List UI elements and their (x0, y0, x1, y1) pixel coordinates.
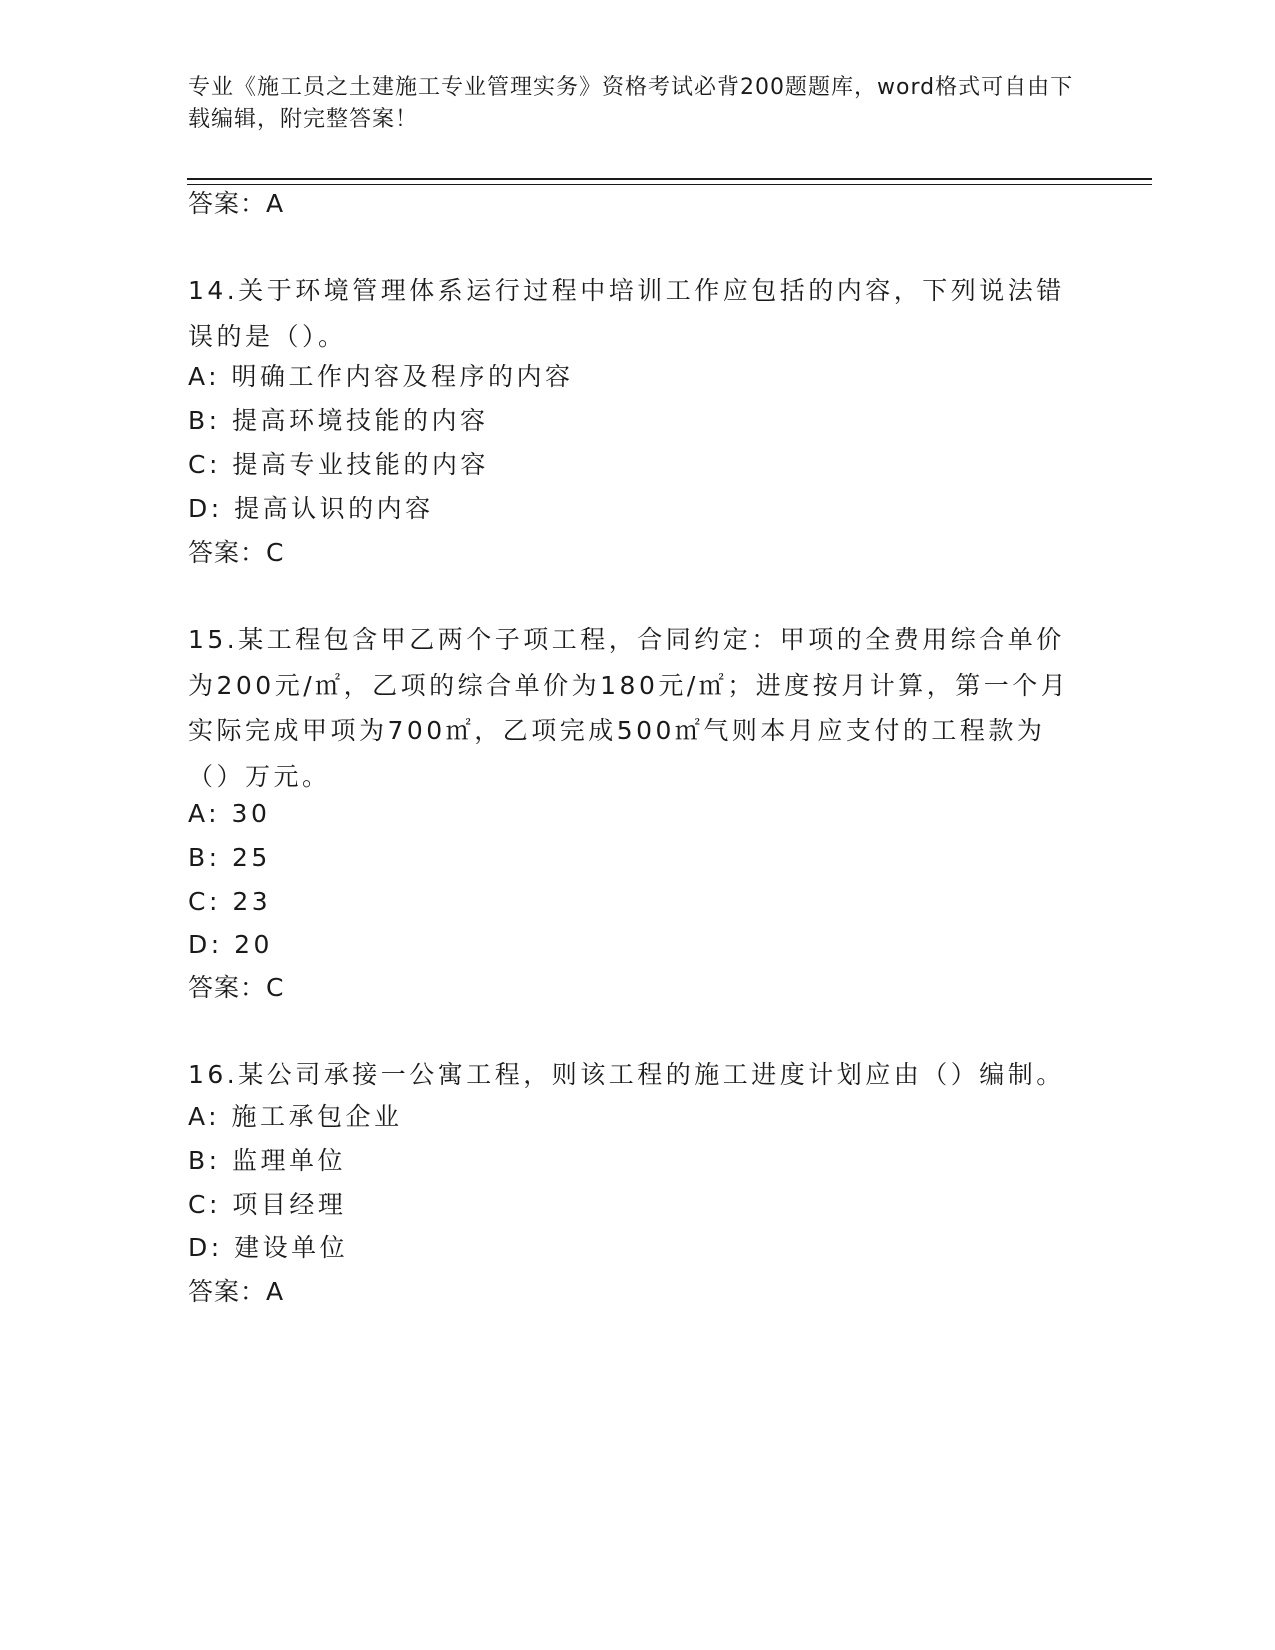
question-15-option-a: A: 30 (188, 799, 271, 828)
question-16-stem: 16.某公司承接一公寓工程，则该工程的施工进度计划应由（）编制。 (188, 1060, 1065, 1089)
question-16-option-d: D: 建设单位 (188, 1233, 349, 1262)
question-14-option-a: A: 明确工作内容及程序的内容 (188, 362, 574, 391)
question-15-option-c: C: 23 (188, 887, 272, 916)
question-14-option-b: B: 提高环境技能的内容 (188, 406, 489, 435)
question-16-option-b: B: 监理单位 (188, 1146, 347, 1175)
question-16-answer: 答案：A (188, 1277, 285, 1306)
question-16-option-a: A: 施工承包企业 (188, 1102, 403, 1131)
question-15-option-b: B: 25 (188, 843, 271, 872)
question-14-answer: 答案：C (188, 538, 285, 567)
question-14-stem: 14.关于环境管理体系运行过程中培训工作应包括的内容，下列说法错误的是（）。 (188, 276, 1065, 351)
question-15-option-d: D: 20 (188, 930, 273, 959)
header-divider-thin (187, 184, 1152, 185)
question-15-stem: 15.某工程包含甲乙两个子项工程，合同约定：甲项的全费用综合单价为200元/㎡，乙项的综合单价为180元/㎡；进度按月计算，第一个月实际完成甲项为700㎡，乙项完成500㎡气则本月应支付的工程款为（）万元。 (188, 625, 1070, 791)
question-16-option-c: C: 项目经理 (188, 1190, 347, 1219)
question-14-option-c: C: 提高专业技能的内容 (188, 450, 489, 479)
header-divider-thick (187, 178, 1152, 180)
previous-answer: 答案：A (188, 189, 285, 218)
question-15-answer: 答案：C (188, 973, 285, 1002)
page-header: 专业《施工员之土建施工专业管理实务》资格考试必背200题题库，word格式可自由下载编辑，附完整答案！ (188, 75, 1074, 132)
question-14-option-d: D: 提高认识的内容 (188, 494, 434, 523)
